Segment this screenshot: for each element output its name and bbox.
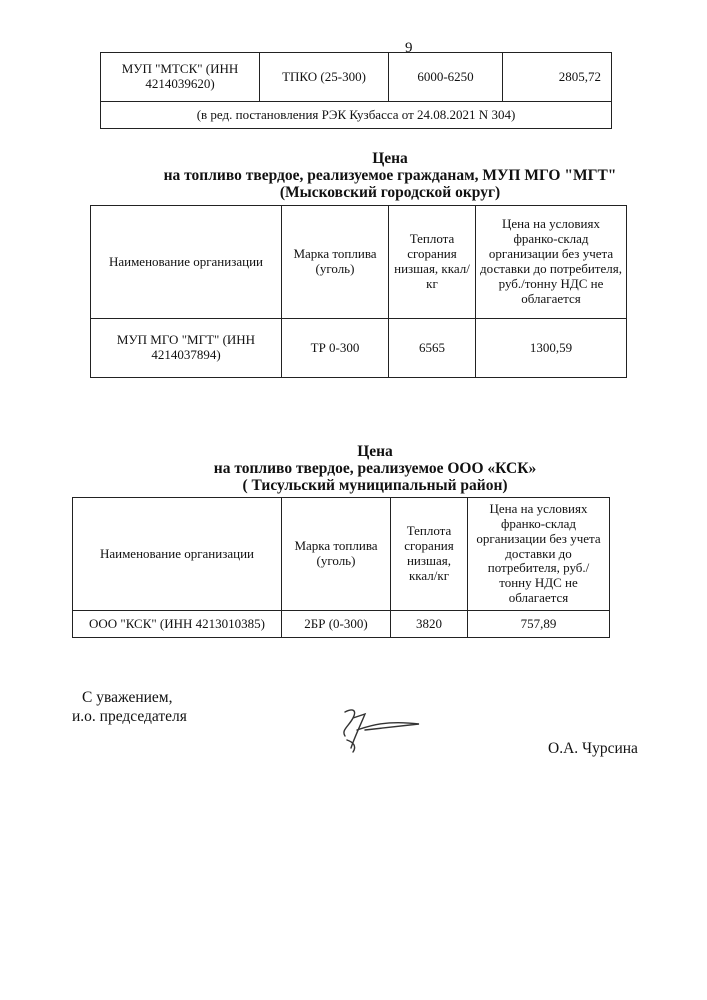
amendment-note: (в ред. постановления РЭК Кузбасса от 24.08.2021 N 304) <box>101 102 612 129</box>
cell-org: МУП "МТСК" (ИНН 4214039620) <box>101 53 260 102</box>
section2-title: Цена <box>372 150 408 167</box>
cell-heat: 3820 <box>391 611 468 638</box>
header-price: Цена на условиях франко-склад организации без учета доставки до потребителя, руб./тонну НДС не облагается <box>476 206 627 319</box>
table-row <box>91 319 627 378</box>
closing-block <box>72 688 187 726</box>
section2-heading <box>140 150 640 201</box>
cell-price: 757,89 <box>468 611 610 638</box>
closing-position: и.о. председателя <box>72 708 187 725</box>
cell-brand: ТР 0-300 <box>282 319 389 378</box>
header-price: Цена на условиях франко-склад организации без учета доставки до потребителя, руб./тонну НДС не облагается <box>468 498 610 611</box>
table-mgt <box>90 205 627 378</box>
cell-price: 1300,59 <box>476 319 627 378</box>
section2-region: (Мысковский городской округ) <box>279 184 501 201</box>
cell-org: МУП МГО "МГТ" (ИНН 4214037894) <box>91 319 282 378</box>
cell-org: ООО "КСК" (ИНН 4213010385) <box>73 611 282 638</box>
table-mtsk <box>100 52 612 129</box>
section3-heading <box>190 443 560 494</box>
signatory-name: О.А. Чурсина <box>548 740 638 757</box>
table-row <box>101 53 612 102</box>
handwritten-signature <box>335 700 425 760</box>
cell-heat: 6565 <box>389 319 476 378</box>
table-header-row <box>73 498 610 611</box>
closing-regards: С уважением, <box>82 689 173 706</box>
cell-brand: ТПКО (25-300) <box>260 53 389 102</box>
table-row <box>73 611 610 638</box>
page-number: 9 <box>405 40 413 56</box>
header-org: Наименование организации <box>91 206 282 319</box>
header-brand: Марка топлива (уголь) <box>282 498 391 611</box>
section2-subtitle: на топливо твердое, реализуемое гражданам, МУП МГО "МГТ" <box>163 167 617 184</box>
section3-subtitle: на топливо твердое, реализуемое ООО «КСК» <box>213 460 537 477</box>
table-header-row <box>91 206 627 319</box>
cell-price: 2805,72 <box>503 53 612 102</box>
table-note-row <box>101 102 612 129</box>
header-brand: Марка топлива (уголь) <box>282 206 389 319</box>
header-org: Наименование организации <box>73 498 282 611</box>
header-heat: Теплота сгорания низшая, ккал/кг <box>391 498 468 611</box>
section3-title: Цена <box>357 443 393 460</box>
header-heat: Теплота сгорания низшая, ккал/кг <box>389 206 476 319</box>
section3-region: ( Тисульский муниципальный район) <box>242 477 508 494</box>
cell-brand: 2БР (0-300) <box>282 611 391 638</box>
table-ksk <box>72 497 610 638</box>
cell-heat: 6000-6250 <box>389 53 503 102</box>
